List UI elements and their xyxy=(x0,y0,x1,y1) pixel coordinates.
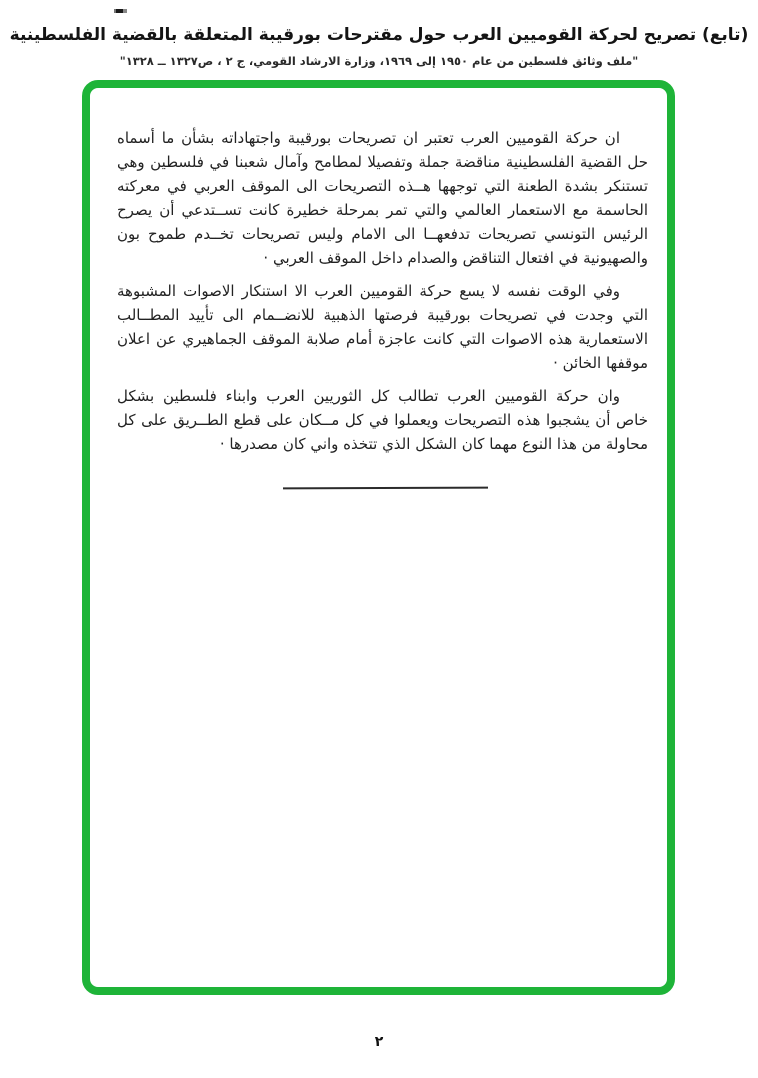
paragraph xyxy=(117,279,648,375)
paragraph-line: الحاسمة مع الاستعمار العالمي والتي تمر بمرحلة خطيرة كانت تســتدعي أن يصرح xyxy=(117,201,648,219)
document-header xyxy=(0,22,758,68)
paragraph-line: حل القضية الفلسطينية مناقضة جملة وتفصيلا لمطامح وآمال شعبنا في فلسطين وهي xyxy=(117,153,648,171)
paragraph-line: والصهيونية في افتعال التناقض والصدام داخل الموقف العربي · xyxy=(263,249,648,267)
paragraph-line: الاستعمارية هذه الاصوات التي كانت عاجزة أمام صلابة الموقف الجماهيري عن اعلان xyxy=(117,330,648,348)
paragraph-line: ان حركة القوميين العرب تعتبر ان تصريحات بورقيبة واجتهاداته بشأن ما أسماه xyxy=(117,129,620,147)
paragraph-line: التي وجدت في تصريحات بورقيبة فرصتها الذهبية للانضــمام الى تأييد المطــالب xyxy=(117,306,648,324)
paragraph-line: محاولة من هذا النوع مهما كان الشكل الذي تتخذه واني كان مصدرها · xyxy=(219,435,648,453)
paragraph-line: تستنكر بشدة الطعنة التي توجهها هــذه التصريحات الى الموقف العربي في معركته xyxy=(117,177,648,195)
page-number: ٢ xyxy=(374,1034,384,1050)
paragraph-line: خاص أن يشجبوا هذه التصريحات ويعملوا في كل مــكان على قطع الطــريق على كل xyxy=(117,411,648,429)
paragraph-line: الرئيس التونسي تصريحات تدفعهــا الى الامام وليس تصريحات تخــدم طموح بون xyxy=(117,225,648,243)
scan-artifact-mark xyxy=(114,9,127,13)
paragraph-line: موقفها الخائن · xyxy=(553,354,648,372)
document-citation: "ملف وثائق فلسطين من عام ١٩٥٠ إلى ١٩٦٩، وزارة الارشاد القومي، ج ٢ ، ص١٣٢٧ ــ ١٣٢٨" xyxy=(119,54,639,68)
paragraph-line: وان حركة القوميين العرب تطالب كل الثوريين العرب وابناء فلسطين بشكل xyxy=(117,387,620,405)
document-body-text xyxy=(117,126,648,465)
paragraph xyxy=(117,384,648,456)
document-title: (تابع) تصريح لحركة القوميين العرب حول مقترحات بورقيبة المتعلقة بالقضية الفلسطينية xyxy=(9,25,749,45)
paragraph-line: وفي الوقت نفسه لا يسع حركة القوميين العرب الا استنكار الاصوات المشبوهة xyxy=(117,282,620,300)
paragraph xyxy=(117,126,648,270)
